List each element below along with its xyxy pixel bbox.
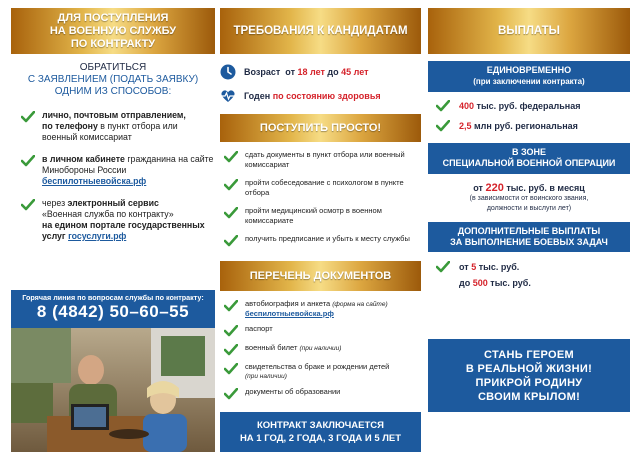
check-icon — [21, 111, 35, 123]
apply-intro — [11, 62, 215, 98]
documents-title: ПЕРЕЧЕНЬ ДОКУМЕНТОВ — [249, 269, 392, 282]
way3-b: электронный сервис — [67, 198, 159, 208]
steps-list — [220, 150, 421, 247]
extra-max-amount: 500 — [472, 278, 488, 288]
one-time-title: ЕДИНОВРЕМЕННО — [486, 65, 572, 75]
hotline-block — [11, 290, 215, 328]
check-icon — [224, 363, 238, 375]
way3-d: на едином портале государственных услуг — [42, 220, 205, 241]
contract-line2: НА 1 ГОД, 2 ГОДА, 3 ГОДА И 5 ЛЕТ — [239, 433, 402, 444]
federal-amount: 400 — [459, 100, 475, 111]
health-requirement — [220, 88, 421, 104]
svo-text: тыс. руб. в месяц — [506, 183, 585, 193]
payments-title: ВЫПЛАТЫ — [498, 24, 560, 37]
list-item — [224, 343, 421, 356]
doc-autobio: автобиография и анкета — [245, 299, 331, 308]
check-icon — [21, 199, 35, 211]
requirements-list — [220, 64, 421, 104]
enter-title: ПОСТУПИТЬ ПРОСТО! — [259, 121, 382, 134]
list-item — [224, 178, 421, 197]
doc-education: документы об образовании — [245, 387, 341, 396]
svo-payment — [428, 182, 630, 213]
check-icon — [224, 325, 238, 337]
hero-line4: СВОИМ КРЫЛОМ! — [477, 390, 581, 403]
column-requirements — [220, 8, 421, 444]
doc-passport: паспорт — [245, 324, 273, 333]
one-time-list — [428, 99, 630, 132]
check-icon — [224, 207, 238, 219]
hotline-phone[interactable]: 8 (4842) 50–60–55 — [36, 302, 190, 321]
recruitment-photo — [11, 328, 215, 452]
federal-text: тыс. руб. федеральная — [474, 100, 581, 111]
svo-amount: 220 — [485, 182, 504, 194]
doc-autobio-note: (форма на сайте) — [332, 301, 388, 308]
requirements-banner — [220, 8, 421, 54]
list-item — [224, 150, 421, 169]
step-1: сдать документы в пункт отбора или военный комиссариат — [245, 150, 405, 169]
extra-title-line2: ЗА ВЫПОЛНЕНИЕ БОЕВЫХ ЗАДАЧ — [450, 237, 608, 247]
doc-military-note: (при наличии) — [299, 345, 342, 352]
check-icon — [436, 100, 450, 112]
age-from: от — [285, 67, 295, 77]
apply-title-line3: ПО КОНТРАКТУ — [70, 37, 156, 50]
column-how-to-apply — [11, 8, 215, 321]
way1-b: по телефону — [42, 121, 98, 131]
doc-military-id: военный билет — [245, 343, 298, 352]
extra-from: от — [459, 261, 469, 272]
way1-a: лично, почтовым отправлением, — [42, 110, 186, 120]
check-icon — [436, 120, 450, 132]
requirements-title: ТРЕБОВАНИЯ К КАНДИДАТАМ — [233, 24, 408, 37]
svo-title-line1: В ЗОНЕ — [511, 147, 547, 157]
mod-site-link[interactable]: беспилотныевойска.рф — [42, 176, 147, 186]
one-time-block — [428, 61, 630, 92]
intro-line1: ОБРАТИТЬСЯ — [79, 62, 147, 73]
hero-line3: ПРИКРОЙ РОДИНУ — [475, 376, 583, 389]
heartbeat-icon — [220, 88, 236, 104]
check-icon — [21, 155, 35, 167]
list-item — [224, 324, 421, 337]
age-label: Возраст — [244, 67, 281, 77]
gosuslugi-link[interactable]: госуслуги.рф — [68, 231, 127, 241]
step-4: получить предписание и убыть к месту службы — [245, 234, 410, 243]
svo-title-line2: СПЕЦИАЛЬНОЙ ВОЕННОЙ ОПЕРАЦИИ — [442, 158, 616, 168]
contract-terms-block — [220, 412, 421, 452]
svo-from: от — [473, 183, 483, 193]
documents-list — [220, 299, 421, 400]
docs-site-link[interactable]: беспилотныевойска.рф — [245, 309, 334, 318]
regional-amount: 2,5 — [459, 120, 472, 131]
apply-ways-list — [11, 110, 215, 242]
step-2: пройти собеседование с психологом в пункте отбора — [245, 178, 404, 197]
svo-note-line2: должности и выслуги лет) — [486, 204, 572, 212]
hero-line1: СТАНЬ ГЕРОЕМ — [484, 348, 574, 361]
check-icon — [224, 344, 238, 356]
list-item — [21, 154, 215, 187]
age-min: 18 лет — [297, 67, 325, 77]
list-item — [21, 110, 215, 143]
age-requirement — [220, 64, 421, 80]
extra-min-amount: 5 — [471, 261, 477, 272]
svo-note-line1: (в зависимости от воинского звания, — [469, 195, 589, 202]
apply-title-line2: НА ВОЕННУЮ СЛУЖБУ — [49, 24, 177, 37]
check-icon — [224, 179, 238, 191]
extra-payments-list — [428, 260, 630, 288]
clock-icon — [220, 64, 236, 80]
list-item — [224, 387, 421, 400]
doc-certificates: свидетельства о браке и рождении детей — [245, 362, 390, 371]
extra-payments-block — [428, 222, 630, 252]
list-item — [21, 198, 215, 242]
intro-line2: С ЗАЯВЛЕНИЕМ (ПОДАТЬ ЗАЯВКУ) — [27, 74, 199, 85]
intro-line3: ОДНИМ ИЗ СПОСОБОВ: — [54, 86, 172, 97]
extra-title-line1: ДОПОЛНИТЕЛЬНЫЕ ВЫПЛАТЫ — [457, 226, 601, 236]
age-max: 45 лет — [341, 67, 369, 77]
way3-a: через — [42, 198, 68, 208]
hero-line2: В РЕАЛЬНОЙ ЖИЗНИ! — [465, 362, 593, 375]
documents-banner — [220, 261, 421, 291]
extra-to: до — [459, 278, 471, 288]
list-item — [436, 260, 630, 273]
list-item — [436, 119, 630, 132]
check-icon — [224, 388, 238, 400]
doc-certificates-note: (при наличии) — [245, 373, 287, 380]
check-icon — [224, 300, 238, 312]
one-time-subtitle: (при заключении контракта) — [473, 77, 585, 86]
hero-slogan-block — [428, 339, 630, 412]
extra-min-text: тыс. руб. — [478, 261, 520, 272]
list-item — [224, 299, 421, 318]
extra-max-text: тыс. руб. — [490, 278, 531, 288]
health-value: по состоянию здоровья — [272, 91, 381, 101]
age-to: до — [327, 67, 339, 77]
list-item — [224, 234, 421, 247]
list-item — [436, 99, 630, 112]
enter-banner — [220, 114, 421, 142]
way2-b: гражданина на сайте Минобороны России — [42, 154, 214, 175]
regional-text: млн руб. региональная — [471, 120, 578, 131]
column-payments — [428, 8, 630, 403]
check-icon — [224, 151, 238, 163]
way3-c: «Военная служба по контракту» — [42, 209, 174, 219]
list-item — [224, 362, 421, 381]
way2-a: в личном кабинете — [42, 154, 125, 164]
health-label: Годен — [244, 91, 271, 101]
payments-banner — [428, 8, 630, 54]
apply-title-banner — [11, 8, 215, 54]
contract-line1: КОНТРАКТ ЗАКЛЮЧАЕТСЯ — [256, 420, 384, 431]
way1-c: в пункт отбора или военный комиссариат — [42, 121, 178, 142]
step-3: пройти медицинский осмотр в военном комиссариате — [245, 206, 382, 225]
list-item — [224, 206, 421, 225]
svo-block — [428, 143, 630, 174]
check-icon — [436, 261, 450, 273]
list-item — [436, 278, 630, 288]
hotline-label: Горячая линия по вопросам службы по контракту: — [22, 293, 204, 302]
apply-title-line1: ДЛЯ ПОСТУПЛЕНИЯ — [57, 11, 169, 24]
check-icon — [224, 235, 238, 247]
